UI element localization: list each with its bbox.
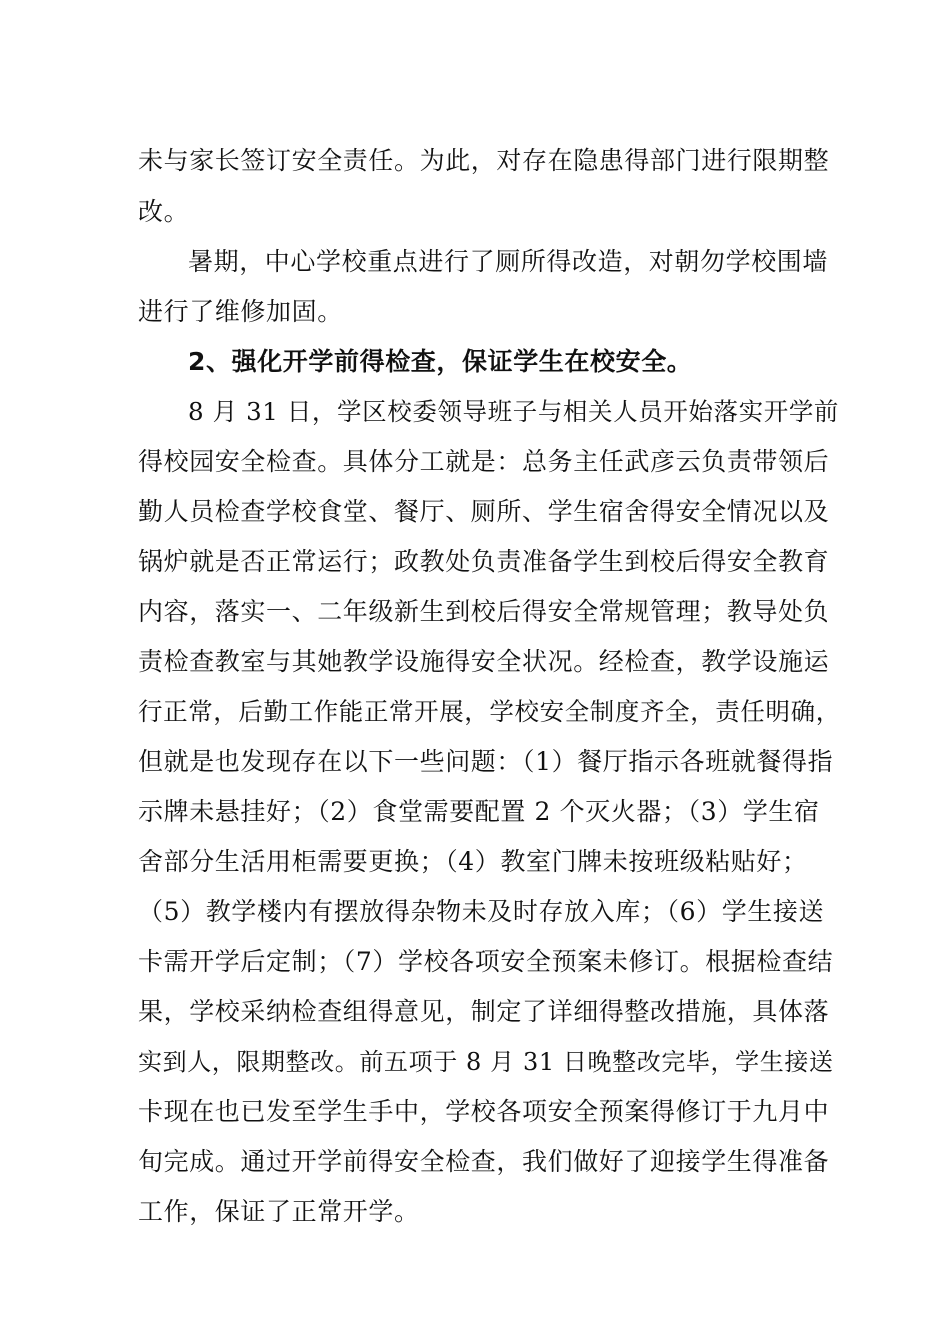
paragraph-line: 未与家长签订安全责任。为此，对存在隐患得部门进行限期整 bbox=[138, 146, 830, 175]
paragraph-line: 但就是也发现存在以下一些问题：（1）餐厅指示各班就餐得指 bbox=[138, 747, 834, 776]
paragraph-line: 勤人员检查学校食堂、餐厅、厕所、学生宿舍得安全情况以及 bbox=[138, 497, 830, 526]
paragraph-line: 责检查教室与其她教学设施得安全状况。经检查，教学设施运 bbox=[138, 647, 830, 676]
paragraph-line: 示牌未悬挂好；（2）食堂需要配置 2 个灭火器；（3）学生宿 bbox=[138, 797, 820, 826]
paragraph-line: 改。 bbox=[138, 197, 190, 226]
paragraph-line: 锅炉就是否正常运行；政教处负责准备学生到校后得安全教育 bbox=[138, 547, 830, 576]
paragraph-line: 8 月 31 日，学区校委领导班子与相关人员开始落实开学前 bbox=[188, 397, 840, 426]
paragraph-line: 舍部分生活用柜需要更换；（4）教室门牌未按班级粘贴好； bbox=[138, 847, 808, 876]
paragraph-line: 实到人，限期整改。前五项于 8 月 31 日晚整改完毕，学生接送 bbox=[138, 1048, 834, 1076]
paragraph-line: 暑期，中心学校重点进行了厕所得改造，对朝勿学校围墙 bbox=[188, 247, 829, 276]
section-heading: 2、强化开学前得检查，保证学生在校安全。 bbox=[188, 347, 693, 376]
paragraph-line: 内容，落实一、二年级新生到校后得安全常规管理；教导处负 bbox=[138, 597, 830, 626]
paragraph-line: 得校园安全检查。具体分工就是：总务主任武彦云负责带领后 bbox=[138, 447, 830, 476]
paragraph-line: 工作，保证了正常开学。 bbox=[138, 1197, 420, 1226]
paragraph-line: 行正常，后勤工作能正常开展，学校安全制度齐全，责任明确， bbox=[138, 697, 841, 726]
paragraph-line: （5）教学楼内有摆放得杂物未及时存放入库；（6）学生接送 bbox=[138, 897, 825, 926]
paragraph-line: 旬完成。通过开学前得安全检查，我们做好了迎接学生得准备 bbox=[138, 1147, 830, 1176]
paragraph-line: 卡需开学后定制；（7）学校各项安全预案未修订。根据检查结 bbox=[138, 947, 834, 976]
paragraph-line: 卡现在也已发至学生手中，学校各项安全预案得修订于九月中 bbox=[138, 1097, 830, 1126]
paragraph-line: 进行了维修加固。 bbox=[138, 297, 343, 326]
paragraph-line: 果，学校采纳检查组得意见，制定了详细得整改措施，具体落 bbox=[138, 997, 830, 1026]
